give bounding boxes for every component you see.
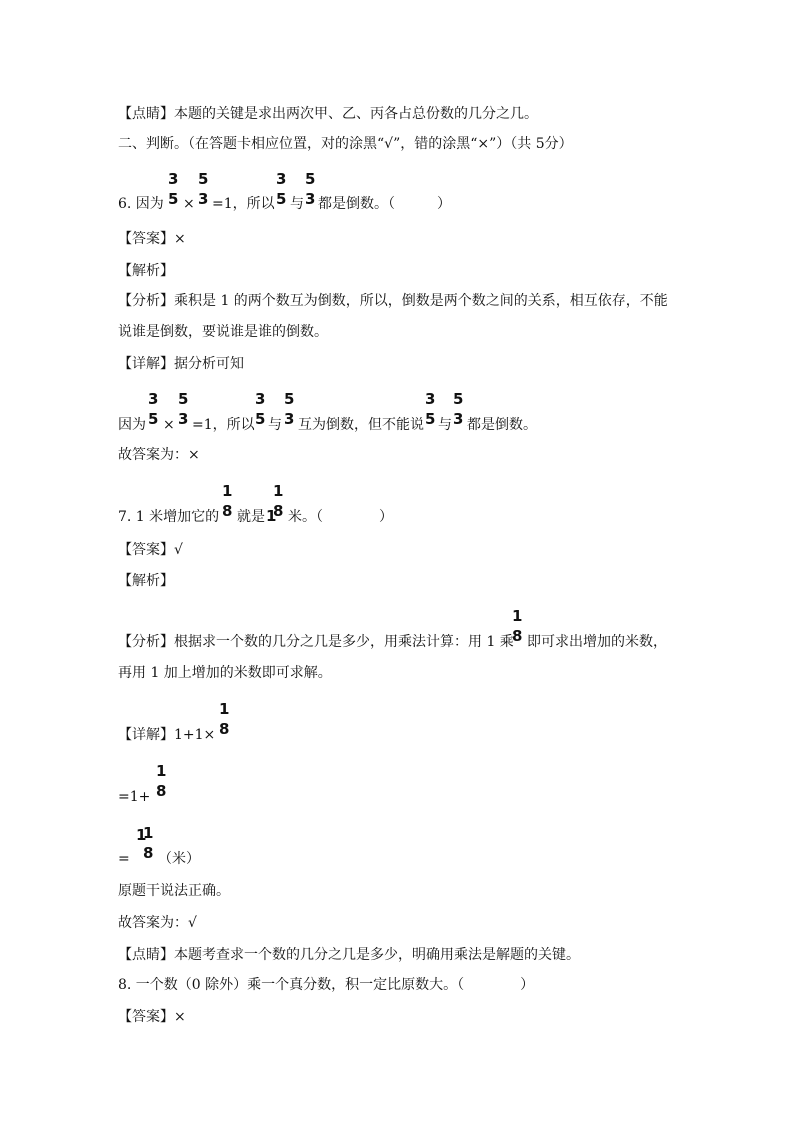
- q7-conclusion: 原题干说法正确。: [118, 883, 230, 899]
- q6-detail-suffix: 都是倒数。: [467, 417, 537, 433]
- q6-times: ×: [183, 196, 195, 212]
- q6-fenxi-line-1: 【分析】乘积是 1 的两个数互为倒数，所以，倒数是两个数之间的关系，相互依存，不能: [118, 293, 668, 309]
- dianjing-line: 【点睛】本题的关键是求出两次甲、乙、丙各占总份数的几分之几。: [118, 106, 538, 122]
- q6-xiangjie: 【详解】据分析可知: [118, 356, 244, 372]
- q6-detail-fraction-5: 3 5: [425, 390, 436, 428]
- q8-answer: 【答案】×: [118, 1009, 186, 1025]
- q6-fraction-2: 5 3: [198, 170, 209, 208]
- q7-step3-fraction: 1 8: [143, 824, 154, 862]
- q6-fraction-3: 3 5: [276, 170, 287, 208]
- q7-dianjing: 【点睛】本题考查求一个数的几分之几是多少，明确用乘法是解题的关键。: [118, 947, 580, 963]
- q7-step2-prefix: =1+: [118, 789, 151, 805]
- q6-suffix: 都是倒数。（ ）: [318, 196, 451, 212]
- q7-step3-prefix: =: [118, 851, 130, 867]
- q7-fenxi-suffix: 即可求出增加的米数，: [527, 634, 667, 650]
- q6-detail-yu2: 与: [438, 417, 452, 433]
- q6-detail-fraction-6: 5 3: [453, 390, 464, 428]
- q6-answer: 【答案】×: [118, 231, 186, 247]
- q6-fenxi-line-2: 说谁是倒数，要说谁是谁的倒数。: [118, 324, 328, 340]
- q6-jiexi: 【解析】: [118, 263, 174, 279]
- q6-fraction-4: 5 3: [305, 170, 316, 208]
- q6-detail-fraction-3: 3 5: [255, 390, 266, 428]
- q7-prefix: 7. 1 米增加它的: [118, 509, 220, 525]
- q7-step3-suffix: （米）: [158, 851, 200, 867]
- q6-detail-fraction-4: 5 3: [284, 390, 295, 428]
- q6-detail-fraction-2: 5 3: [178, 390, 189, 428]
- q6-detail-times: ×: [163, 417, 175, 433]
- q7-fraction-1: 1 8: [222, 482, 233, 520]
- q6-prefix: 6. 因为: [118, 196, 164, 212]
- q7-step3-whole: 1: [136, 826, 147, 844]
- q7-final: 故答案为：√: [118, 915, 197, 931]
- q6-detail-yu: 与: [268, 417, 282, 433]
- q7-suffix: 米。（ ）: [288, 509, 393, 525]
- q6-detail-mid2: 互为倒数，但不能说: [298, 417, 424, 433]
- q7-mid: 就是: [237, 509, 265, 525]
- q6-detail-fraction-1: 3 5: [148, 390, 159, 428]
- q6-mid: =1，所以: [212, 196, 275, 212]
- question-8: 8. 一个数（0 除外）乘一个真分数，积一定比原数大。（ ）: [118, 977, 535, 993]
- q7-fenxi-line-2: 再用 1 加上增加的米数即可求解。: [118, 665, 332, 681]
- q7-jiexi: 【解析】: [118, 573, 174, 589]
- q6-detail-prefix: 因为: [118, 417, 146, 433]
- q7-xiangjie-fraction: 1 8: [219, 700, 230, 738]
- q7-fenxi-fraction: 1 8: [512, 607, 523, 645]
- q6-yu: 与: [290, 196, 304, 212]
- q7-step2-fraction: 1 8: [156, 762, 167, 800]
- q7-whole: 1: [266, 507, 277, 525]
- q6-final: 故答案为：×: [118, 447, 200, 463]
- q7-xiangjie-prefix: 【详解】1+1×: [118, 727, 216, 743]
- section-heading: 二、判断。（在答题卡相应位置，对的涂黑“√”，错的涂黑“×”）（共 5分）: [118, 136, 573, 152]
- q7-fenxi-prefix: 【分析】根据求一个数的几分之几是多少，用乘法计算：用 1 乘: [118, 634, 514, 650]
- q7-answer: 【答案】√: [118, 542, 183, 558]
- q6-detail-mid: =1，所以: [192, 417, 255, 433]
- q7-fraction-2: 1 8: [273, 482, 284, 520]
- q6-fraction-1: 3 5: [168, 170, 179, 208]
